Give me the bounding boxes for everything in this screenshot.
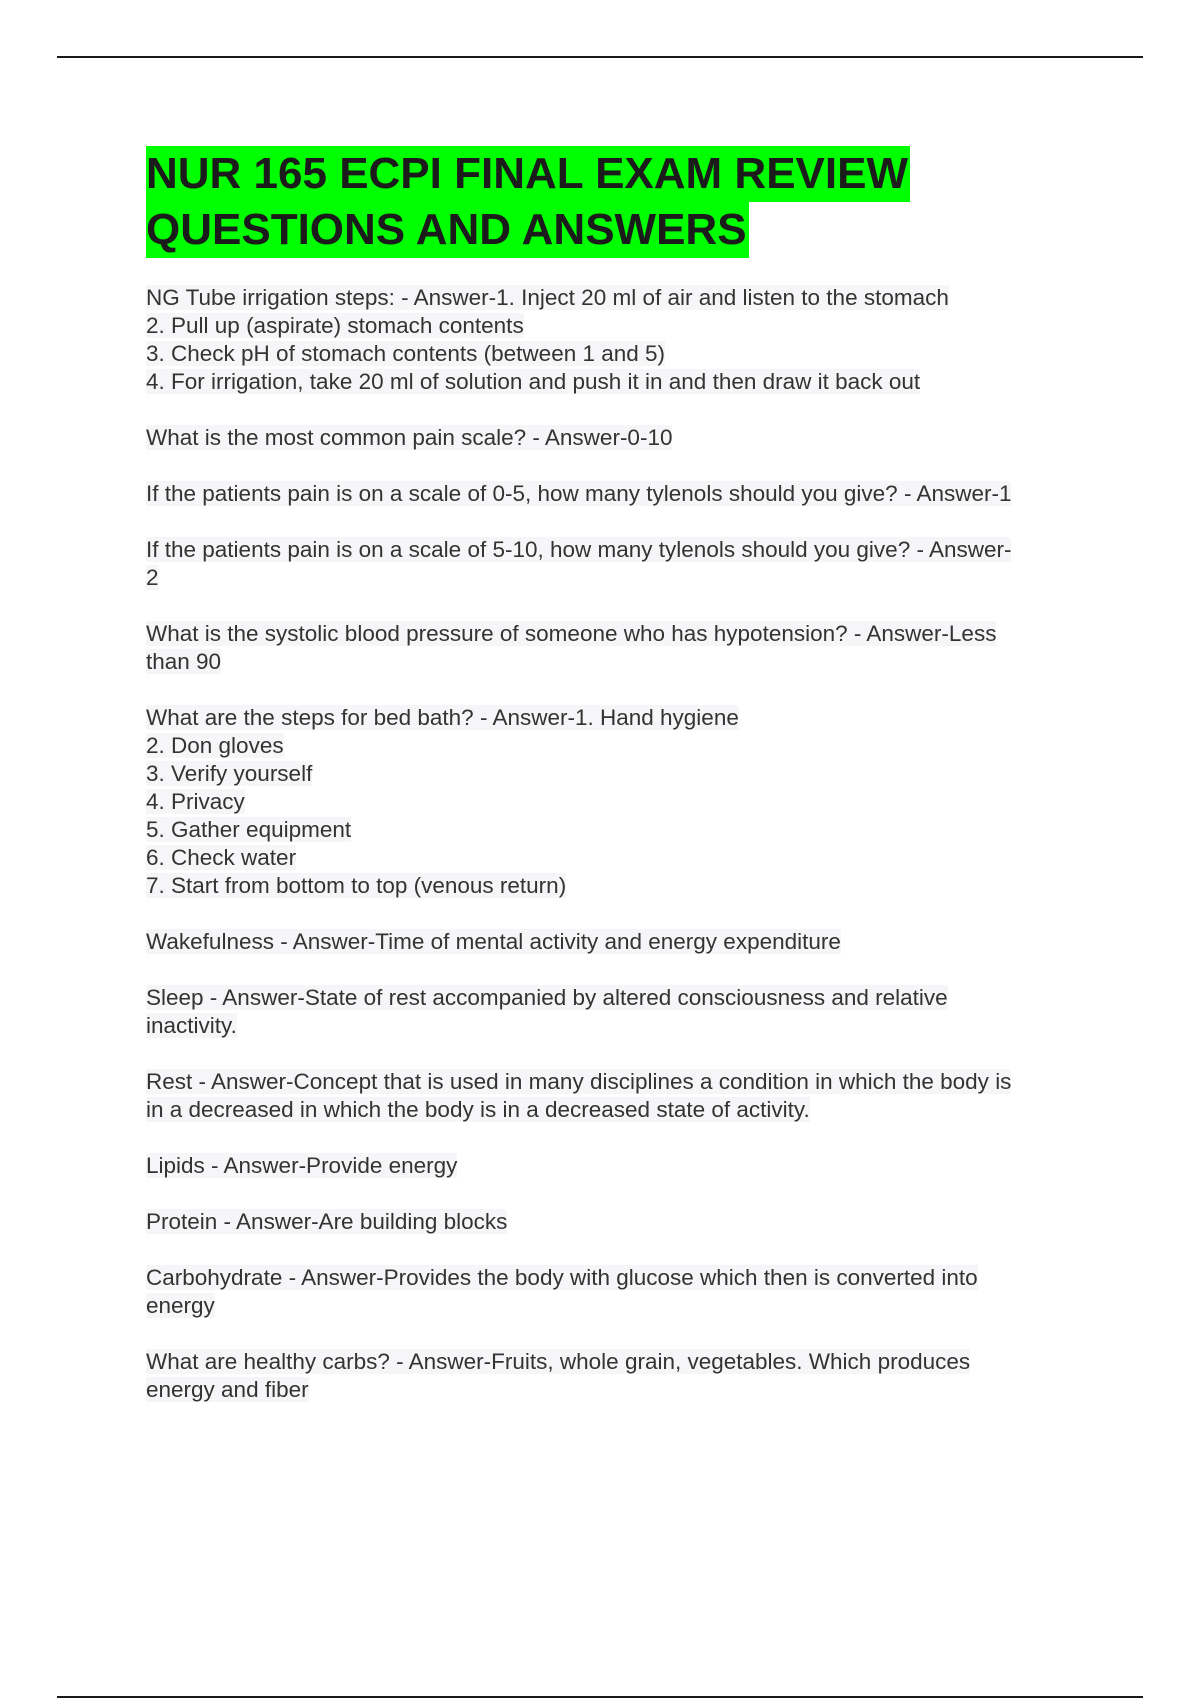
qa-line-text: If the patients pain is on a scale of 0-5, how many tylenols should you give? - Answer-1: [146, 481, 1012, 506]
document-title: [146, 146, 1086, 258]
qa-line-text: 5. Gather equipment: [146, 817, 352, 842]
qa-line: [146, 872, 1086, 900]
qa-line-text: 2. Don gloves: [146, 733, 284, 758]
qa-line-text: Protein - Answer-Are building blocks: [146, 1209, 508, 1234]
qa-line: [146, 1376, 1086, 1404]
header-rule: [57, 56, 1143, 58]
qa-line-text: Carbohydrate - Answer-Provides the body with glucose which then is converted into: [146, 1265, 978, 1290]
qa-line-text: 2: [146, 565, 159, 590]
qa-entry: [146, 1348, 1086, 1404]
qa-line: [146, 704, 1086, 732]
qa-line: [146, 1292, 1086, 1320]
qa-line-text: What is the most common pain scale? - Answer-0-10: [146, 425, 673, 450]
qa-entry: [146, 1264, 1086, 1320]
qa-line-text: energy and fiber: [146, 1377, 309, 1402]
qa-line-text: NG Tube irrigation steps: - Answer-1. Inject 20 ml of air and listen to the stomach: [146, 285, 949, 310]
qa-line-text: Sleep - Answer-State of rest accompanied by altered consciousness and relative: [146, 985, 948, 1010]
qa-line-text: inactivity.: [146, 1013, 237, 1038]
title-line: NUR 165 ECPI FINAL EXAM REVIEW: [146, 146, 910, 202]
qa-line-text: 6. Check water: [146, 845, 297, 870]
qa-line: [146, 564, 1086, 592]
qa-entry: [146, 424, 1086, 452]
qa-line-text: 4. Privacy: [146, 789, 245, 814]
qa-line-text: Lipids - Answer-Provide energy: [146, 1153, 458, 1178]
qa-line: [146, 816, 1086, 844]
qa-entry: [146, 284, 1086, 396]
qa-line: [146, 984, 1086, 1012]
qa-line: [146, 340, 1086, 368]
qa-line-text: energy: [146, 1293, 215, 1318]
qa-line: [146, 732, 1086, 760]
qa-list: [146, 284, 1086, 1404]
qa-line: [146, 312, 1086, 340]
qa-entry: [146, 480, 1086, 508]
qa-line: [146, 1264, 1086, 1292]
qa-line-text: Rest - Answer-Concept that is used in many disciplines a condition in which the body is: [146, 1069, 1012, 1094]
qa-line-text: What is the systolic blood pressure of someone who has hypotension? - Answer-Less: [146, 621, 997, 646]
qa-entry: [146, 620, 1086, 676]
footer-rule: [57, 1696, 1143, 1698]
qa-line-text: 3. Verify yourself: [146, 761, 313, 786]
qa-line: [146, 284, 1086, 312]
qa-line: [146, 1152, 1086, 1180]
qa-line: [146, 480, 1086, 508]
title-line: QUESTIONS AND ANSWERS: [146, 202, 749, 258]
qa-line-text: If the patients pain is on a scale of 5-10, how many tylenols should you give? - Answer-: [146, 537, 1012, 562]
qa-line-text: in a decreased in which the body is in a decreased state of activity.: [146, 1097, 810, 1122]
qa-entry: [146, 928, 1086, 956]
qa-line: [146, 928, 1086, 956]
qa-line: [146, 1068, 1086, 1096]
qa-entry: [146, 1208, 1086, 1236]
qa-line-text: 2. Pull up (aspirate) stomach contents: [146, 313, 524, 338]
qa-line: [146, 788, 1086, 816]
qa-entry: [146, 536, 1086, 592]
qa-line: [146, 1208, 1086, 1236]
qa-entry: [146, 1152, 1086, 1180]
qa-line-text: What are the steps for bed bath? - Answer-1. Hand hygiene: [146, 705, 739, 730]
qa-line: [146, 844, 1086, 872]
qa-entry: [146, 984, 1086, 1040]
qa-line: [146, 760, 1086, 788]
qa-line: [146, 648, 1086, 676]
qa-line-text: 4. For irrigation, take 20 ml of solution and push it in and then draw it back out: [146, 369, 921, 394]
qa-line: [146, 368, 1086, 396]
qa-line: [146, 1348, 1086, 1376]
qa-line: [146, 536, 1086, 564]
qa-line: [146, 424, 1086, 452]
qa-line-text: Wakefulness - Answer-Time of mental activity and energy expenditure: [146, 929, 841, 954]
qa-line: [146, 1012, 1086, 1040]
qa-entry: [146, 704, 1086, 900]
qa-line-text: than 90: [146, 649, 222, 674]
qa-entry: [146, 1068, 1086, 1124]
qa-line-text: What are healthy carbs? - Answer-Fruits, whole grain, vegetables. Which produces: [146, 1349, 971, 1374]
document-content: [146, 146, 1086, 1432]
qa-line: [146, 620, 1086, 648]
qa-line-text: 3. Check pH of stomach contents (between 1 and 5): [146, 341, 666, 366]
qa-line: [146, 1096, 1086, 1124]
qa-line-text: 7. Start from bottom to top (venous return): [146, 873, 567, 898]
